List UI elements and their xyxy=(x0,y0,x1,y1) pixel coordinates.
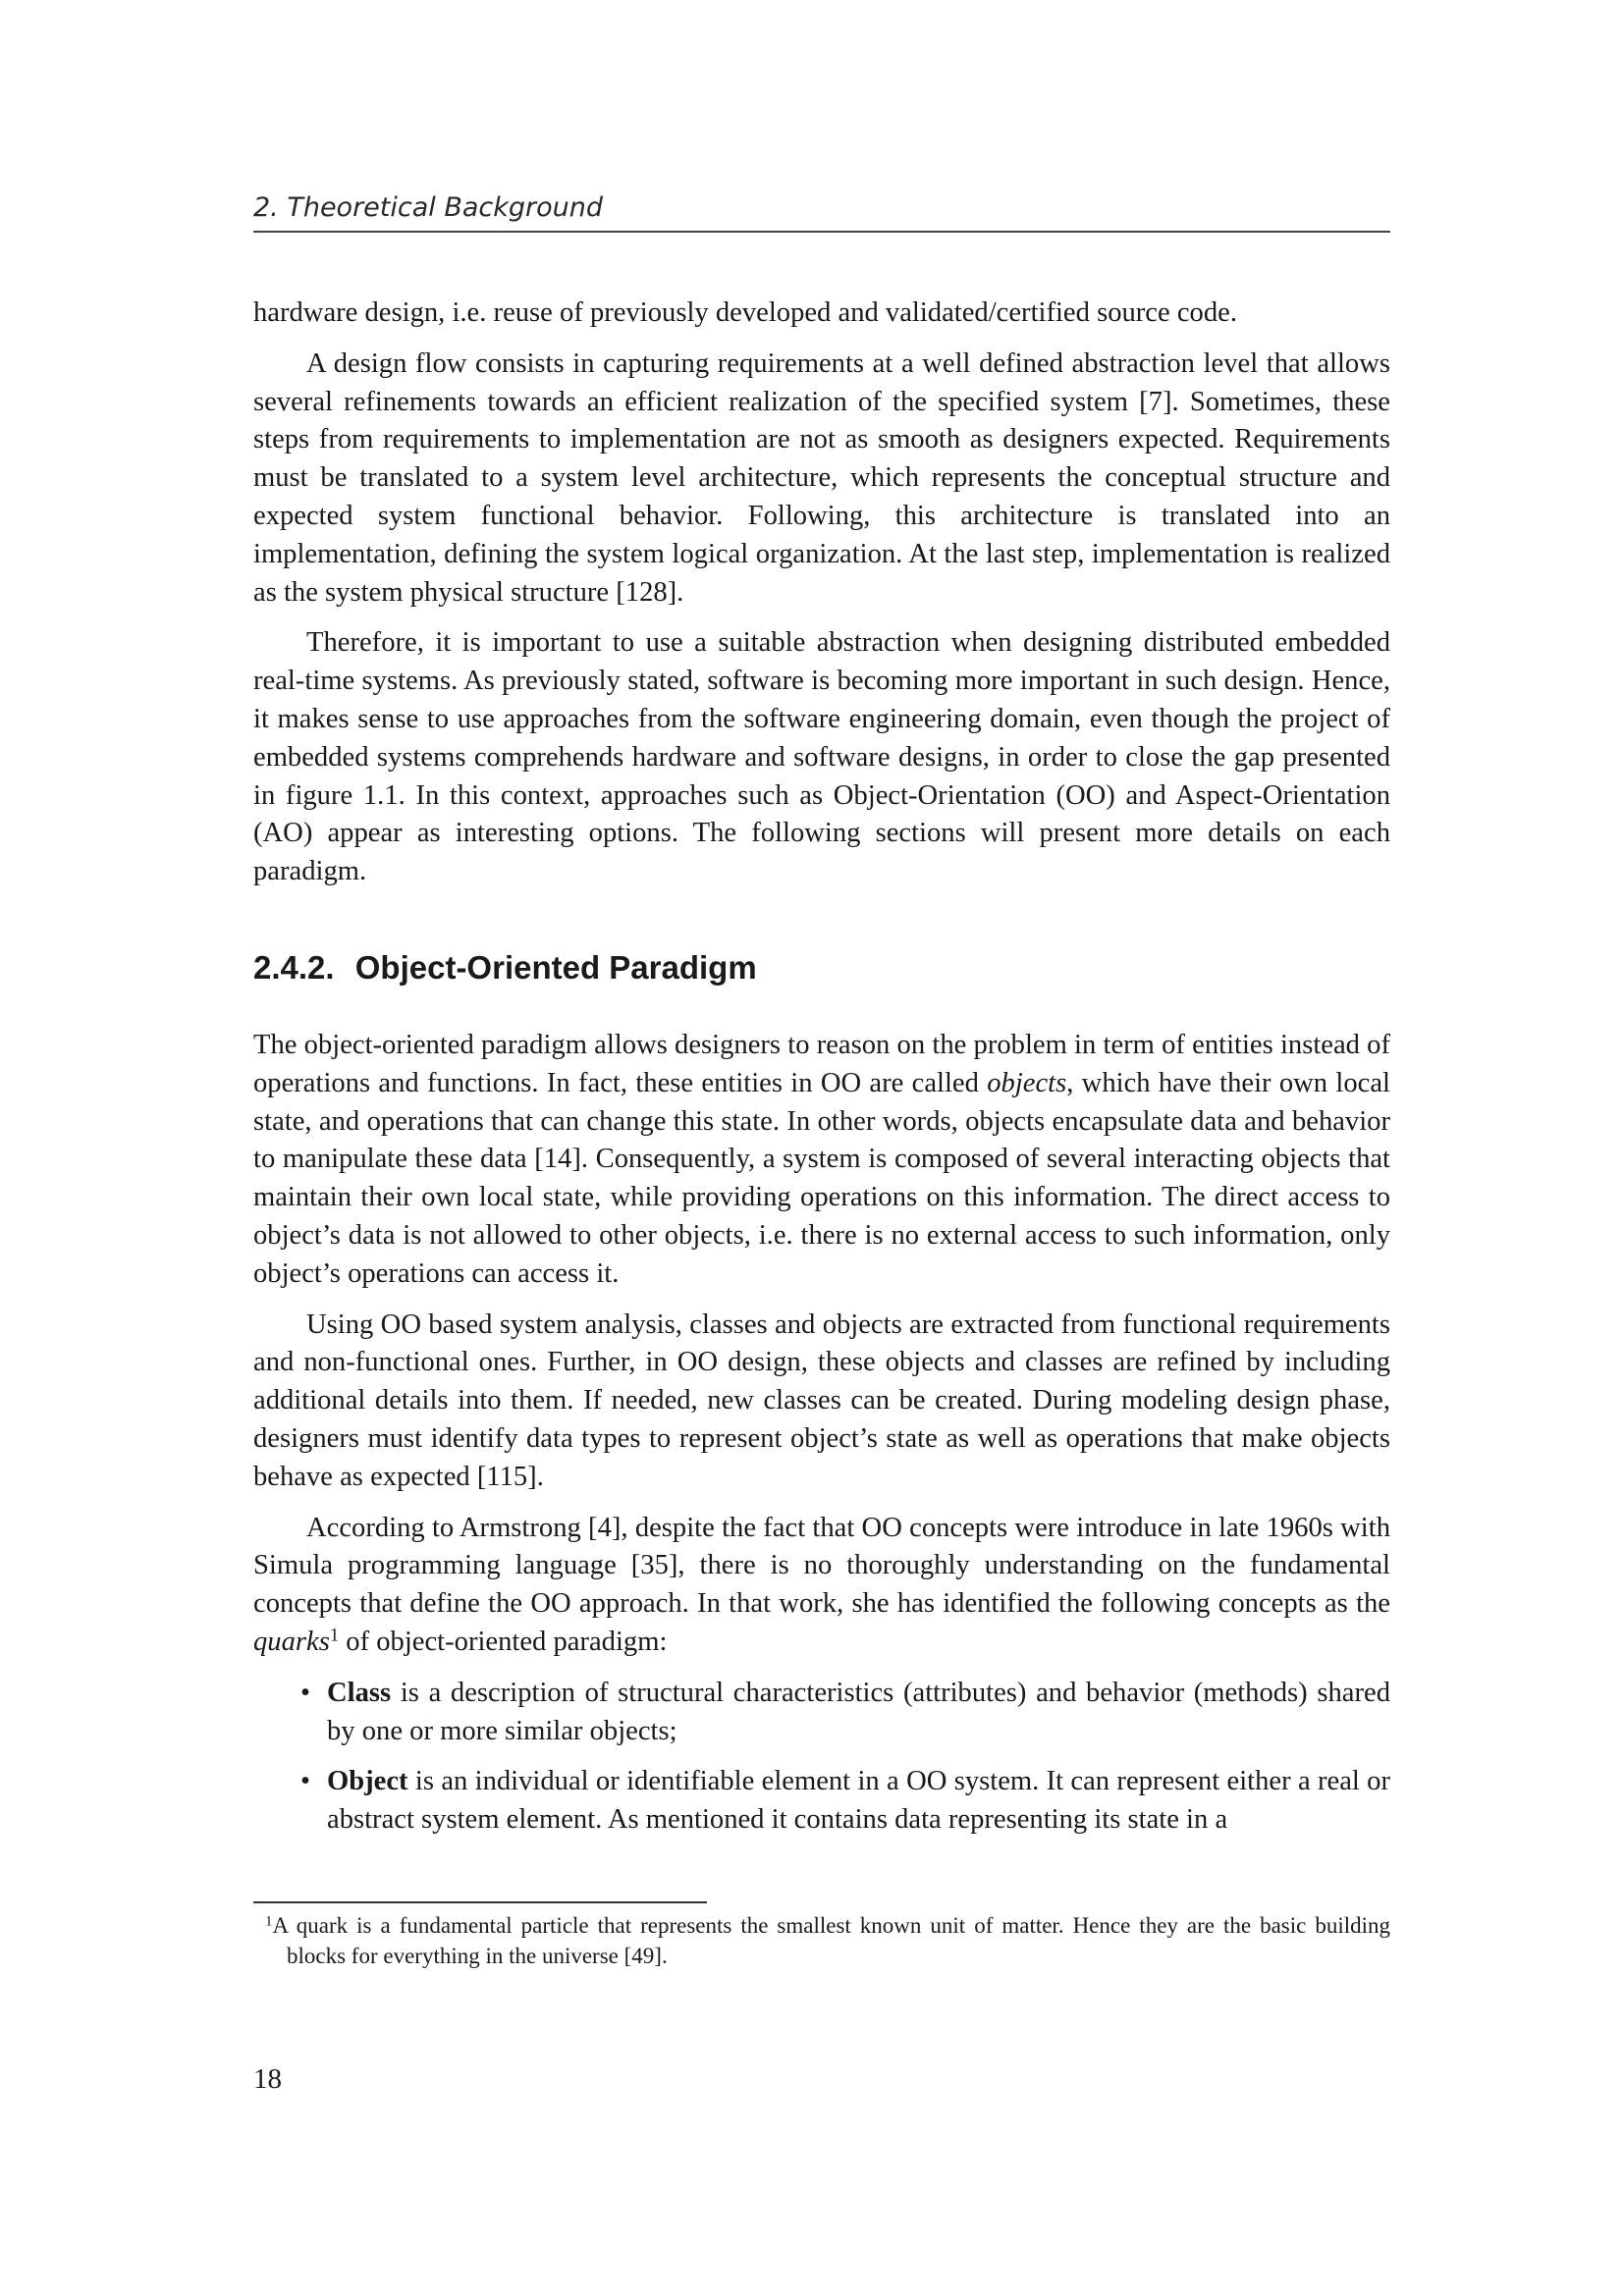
page-number: 18 xyxy=(253,2063,282,2095)
section-heading xyxy=(253,948,1390,988)
list-item-term: Class xyxy=(327,1677,392,1708)
paragraph-design-flow: A design flow consists in capturing requirements at a well defined abstraction level that allows several refinements towards an efficient realization of the specified system [7]. Sometimes, these steps from requirements to implementation are not as smooth as designers expected. Requirements must be translated to a system level architecture, which represents the conceptual structure and expected system functional behavior. Following, this architecture is translated into an implementation, defining the system logical organization. At the last step, implementation is realized as the system physical structure [128]. xyxy=(253,347,1390,608)
oo-intro-emphasis: objects xyxy=(987,1067,1067,1098)
footnote xyxy=(265,1910,1390,1971)
section-title: Object-Oriented Paradigm xyxy=(354,948,757,986)
paragraph-abstraction: Therefore, it is important to use a suitable abstraction when designing distributed embedded real-time systems. As previously stated, software is becoming more important in such design. Hence, it makes sense to use approaches from the software engineering domain, even though the project of embedded systems comprehends hardware and software designs, in order to close the gap presented in figure 1.1. In this context, approaches such as Object-Orientation (OO) and Aspect-Orientation (AO) appear as interesting options. The following sections will present more details on each paradigm. xyxy=(253,627,1390,887)
paragraph-armstrong xyxy=(253,1510,1390,1662)
section-number: 2.4.2. xyxy=(253,948,335,986)
footnote-text: A quark is a fundamental particle that represents the smallest known unit of matter. Hence they are the basic building blocks for everything in the universe [49]. xyxy=(272,1913,1390,1968)
list-item-term: Object xyxy=(327,1766,408,1797)
footnote-reference[interactable]: 1 xyxy=(329,1625,340,1646)
armstrong-text-a: According to Armstrong [4], despite the fact that OO concepts were introduce in late 1960s with Simula programming language [35], there is no thoroughly understanding on the fundamental concepts that define the OO approach. In that work, she has identified the following concepts as the xyxy=(253,1512,1390,1620)
footnote-divider xyxy=(253,1901,707,1903)
list-item xyxy=(253,1763,1390,1840)
oo-intro-text-a: The object-oriented paradigm allows designers to reason on the problem in term of entities instead of operations and functions. In fact, these entities in OO are called xyxy=(253,1029,1390,1098)
running-header: 2. Theoretical Background xyxy=(253,192,1390,233)
paragraph-oo-analysis: Using OO based system analysis, classes and objects are extracted from functional requirements and non-functional ones. Further, in OO design, these objects and classes are refined by including additional details into them. If needed, new classes can be created. During modeling design phase, designers must identify data types to represent object’s state as well as operations that make objects behave as expected [115]. xyxy=(253,1308,1390,1492)
bullet-icon: • xyxy=(300,1766,311,1797)
list-item-text: is a description of structural characteristics (attributes) and behavior (methods) shared by one or more similar objects; xyxy=(327,1677,1390,1746)
footnote-marker: 1 xyxy=(265,1913,273,1930)
list-item-text: is an individual or identifiable element in a OO system. It can represent either a real or abstract system element. As mentioned it contains data representing its state in a xyxy=(327,1766,1390,1836)
oo-intro-text-b: , which have their own local state, and operations that can change this state. In other words, objects encapsulate data and behavior to manipulate these data [14]. Consequently, a system is composed of several interacting objects that maintain their own local state, while providing operations on this information. The direct access to object’s data is not allowed to other objects, i.e. there is no external access to such information, only object’s operations can access it. xyxy=(253,1067,1390,1289)
list-item xyxy=(253,1675,1390,1751)
body-text xyxy=(253,294,1390,1852)
armstrong-emphasis: quarks xyxy=(253,1626,330,1657)
quarks-list xyxy=(253,1675,1390,1840)
footnote-body xyxy=(265,1910,1390,1971)
paragraph-continuation: hardware design, i.e. reuse of previously developed and validated/certified source code. xyxy=(253,297,1237,328)
bullet-icon: • xyxy=(300,1677,311,1708)
armstrong-text-b: of object-oriented paradigm: xyxy=(339,1626,668,1657)
paragraph-oo-intro xyxy=(253,1027,1390,1294)
